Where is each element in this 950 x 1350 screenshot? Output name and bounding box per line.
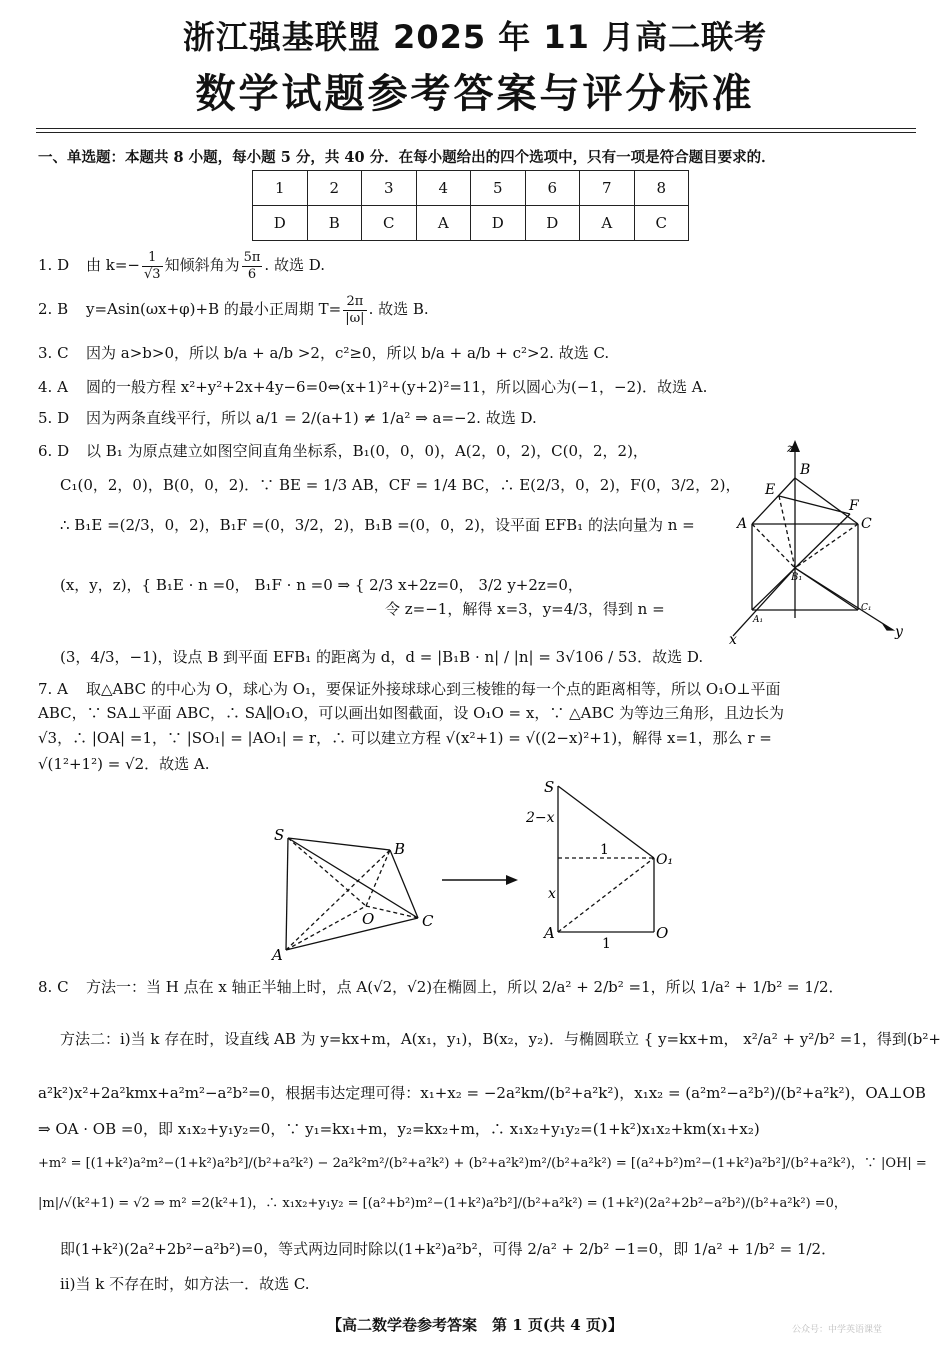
solution-4 (38, 378, 707, 396)
section-heading: 一、单选题：本题共 8 小题，每小题 5 分，共 40 分．在每小题给出的四个选项中，只有一项是符合题目要求的． (38, 149, 776, 166)
solution-6-line-4a: (x，y，z)，{ B₁E · n =0， B₁F · n =0 ⇒ { 2/3 x+2z=0， 3/2 y+2z=0， (60, 576, 583, 594)
edge-AO1 (558, 858, 654, 932)
table-cell: 6 (525, 171, 580, 206)
question-number: 1. D (38, 256, 70, 275)
solution-text: . 故选 D. (264, 256, 325, 275)
solution-6-line-2: C₁(0，2，0)，B(0，0，2)．∵ BE = 1/3 AB，CF = 1/4 BC，∴ E(2/3，0，2)，F(0，3/2，2)， (60, 476, 741, 494)
solution-8-line-3: a²k²)x²+2a²kmx+a²m²−a²b²=0，根据韦达定理可得：x₁+x₂ = −2a²km/(b²+a²k²)，x₁x₂ = (a²m²−a²b²)/(b²+a²k²)，OA⊥OB (38, 1084, 926, 1102)
solution-text: 因为 a>b>0，所以 b/a + a/b >2，c²≥0，所以 b/a + a/b + c²>2. 故选 C. (86, 344, 610, 362)
answer-table-numbers-row (253, 171, 689, 206)
solution-8-line-8: ⅱ)当 k 不存在时，如方法一．故选 C. (60, 1275, 310, 1293)
edge-B1F (795, 514, 850, 568)
table-cell: 8 (634, 171, 689, 206)
solution-6-line-4b: 令 z=−1，解得 x=3，y=4/3，得到 n = (385, 600, 665, 618)
edge-EB1 (779, 496, 795, 568)
table-cell: 3 (362, 171, 417, 206)
document-title: 数学试题参考答案与评分标准 (195, 71, 755, 117)
solution-8-line-7: 即(1+k²)(2a²+2b²−a²b²)=0，等式两边同时除以(1+k²)a²b²，可得 2/a² + 2/b² −1=0，即 1/a² + 1/b² = 1/2． (60, 1240, 837, 1258)
label-x: x (729, 632, 737, 648)
solution-7-line-4: √(1²+1²) = √2．故选 A. (38, 755, 210, 773)
table-cell: D (525, 206, 580, 241)
edge-OB (366, 850, 390, 906)
label-1-top: 1 (600, 842, 609, 858)
title-divider-2 (36, 132, 916, 133)
transform-arrow (440, 870, 524, 890)
table-cell: C (362, 206, 417, 241)
numerator: 2π (343, 294, 366, 311)
label-A: A (737, 516, 748, 532)
title-divider (36, 128, 916, 129)
table-cell: A (416, 206, 471, 241)
solution-1 (38, 250, 325, 282)
edge-AB1 (752, 524, 795, 568)
edge-AC (286, 918, 418, 950)
solution-text: 方法一：当 H 点在 x 轴正半轴上时，点 A(√2，√2)在椭圆上，所以 2/a² + 2/b² =1，所以 1/a² + 1/b² = 1/2． (86, 978, 844, 996)
table-cell: 5 (471, 171, 526, 206)
solution-7-line-2: ABC，∵ SA⊥平面 ABC，∴ SA∥O₁O，可以画出如图截面，设 O₁O = x，∵ △ABC 为等边三角形，且边长为 (38, 704, 785, 722)
label-B: B (800, 462, 811, 478)
question-number: 6. D (38, 442, 70, 460)
edge-BC (390, 850, 418, 918)
question-number: 5. D (38, 409, 70, 427)
page-footer: 【高二数学卷参考答案 第 1 页(共 4 页)】 (327, 1316, 623, 1334)
prism-figure (715, 438, 915, 650)
table-cell: 2 (307, 171, 362, 206)
label-S: S (544, 778, 555, 796)
table-cell: D (471, 206, 526, 241)
section-figure (520, 776, 690, 956)
answer-table (252, 170, 689, 241)
solution-5 (38, 409, 537, 427)
solution-text: 取△ABC 的中心为 O，球心为 O₁，要保证外接球球心到三棱锥的每一个点的距离相等，所以 O₁O⊥平面 (86, 680, 781, 698)
solution-7-line-3: √3，∴ |OA| =1，∵ |SO₁| = |AO₁| = r，∴ 可以建立方程 √(x²+1) = √((2−x)²+1)，解得 x=1，那么 r = (38, 729, 772, 747)
solution-8-line-1 (38, 978, 844, 996)
label-F: F (849, 498, 859, 514)
label-A: A (272, 946, 283, 964)
question-number: 3. C (38, 344, 69, 362)
edge-A1B1 (752, 568, 795, 610)
label-E: E (765, 482, 776, 498)
label-1-bottom: 1 (602, 936, 611, 952)
solution-2 (38, 294, 429, 326)
table-cell: 1 (253, 171, 308, 206)
label-O1: O₁ (656, 852, 674, 868)
question-number: 4. A (38, 378, 68, 396)
solution-8-line-4: ⇒ OA · OB =0，即 x₁x₂+y₁y₂=0，∵ y₁=kx₁+m，y₂=kx₂+m，∴ x₁x₂+y₁y₂=(1+k²)x₁x₂+km(x₁+x₂) (38, 1120, 760, 1138)
question-number: 8. C (38, 978, 69, 996)
table-cell: C (634, 206, 689, 241)
numerator: 1 (142, 250, 163, 267)
fraction (242, 250, 263, 282)
edge-AB (286, 850, 390, 950)
solution-text: 因为两条直线平行，所以 a/1 = 2/(a+1) ≠ 1/a² ⇒ a=−2. 故选 D. (86, 409, 537, 427)
edge-SO (288, 838, 366, 906)
fraction (142, 250, 163, 282)
solution-6-line-3: ∴ B₁E =(2/3，0，2)，B₁F =(0，3/2，2)，B₁B =(0，0，2)，设平面 EFB₁ 的法向量为 n = (60, 516, 695, 534)
edge-SA (286, 838, 288, 950)
denominator: 6 (247, 266, 257, 282)
answer-table-answers-row (253, 206, 689, 241)
label-x: x (548, 886, 556, 902)
solution-7-line-1 (38, 680, 781, 698)
label-A1: A₁ (753, 615, 764, 625)
solution-8-line-2: 方法二：ⅰ)当 k 存在时，设直线 AB 为 y=kx+m，A(x₁，y₁)，B(x₂，y₂)．与椭圆联立 { y=kx+m， x²/a² + y²/b² =1，得到(b²+ (60, 1030, 941, 1048)
solution-6-line-1 (38, 442, 648, 460)
label-O: O (656, 924, 669, 942)
edge-SB (288, 838, 390, 850)
question-number: 2. B (38, 300, 69, 319)
label-z: z (787, 441, 794, 455)
table-cell: 7 (580, 171, 635, 206)
pyramid-figure (268, 822, 448, 964)
table-cell: D (253, 206, 308, 241)
denominator: |ω| (345, 310, 365, 326)
solution-text: 知倾斜角为 (164, 256, 240, 275)
question-number: 7. A (38, 680, 68, 698)
label-B1: B₁ (791, 572, 803, 583)
label-y: y (895, 624, 903, 640)
solution-text: . 故选 B. (368, 300, 429, 319)
table-cell: 4 (416, 171, 471, 206)
label-2-minus-x: 2−x (526, 810, 555, 826)
watermark: 公众号：中学英语课堂 (792, 1325, 883, 1335)
solution-6-line-5: (3，4/3，−1)，设点 B 到平面 EFB₁ 的距离为 d，d = |B₁B · n| / |n| = 3√106 / 53．故选 D. (60, 648, 704, 666)
edge-AO (286, 906, 366, 950)
numerator: 5π (243, 250, 261, 265)
label-B: B (394, 840, 406, 858)
solution-8-line-6: |m|/√(k²+1) = √2 ⇒ m² =2(k²+1)，∴ x₁x₂+y₁y₂ = [(a²+b²)m²−(1+k²)a²b²]/(b²+a²k²) = (1+k²)(2a²+2b²−a²b²)/(b²+a²k²) =0， (38, 1196, 847, 1211)
solution-text: 圆的一般方程 x²+y²+2x+4y−6=0⇔(x+1)²+(y+2)²=11，所以圆心为(−1，−2)．故选 A. (86, 378, 708, 396)
table-cell: A (580, 206, 635, 241)
label-O: O (362, 910, 375, 928)
label-C1: C₁ (861, 603, 872, 613)
label-C: C (861, 516, 872, 532)
edge-EF (779, 496, 850, 514)
label-A: A (544, 924, 555, 942)
exam-title: 浙江强基联盟 2025 年 11 月高二联考 (182, 18, 768, 56)
label-C: C (422, 912, 434, 930)
solution-3 (38, 344, 609, 362)
table-cell: B (307, 206, 362, 241)
y-axis-arrow (883, 624, 893, 630)
solution-8-line-5: +m² = [(1+k²)a²m²−(1+k²)a²b²]/(b²+a²k²) − 2a²k²m²/(b²+a²k²) + (b²+a²k²)m²/(b²+a²k²) = [(a²+b²)m²−(1+k²)a²b²]/(b²+a²k²)，∵ |OH| = (38, 1156, 927, 1171)
solution-text: 以 B₁ 为原点建立如图空间直角坐标系，B₁(0，0，0)，A(2，0，2)，C(0，2，2)， (86, 442, 648, 460)
denominator: √3 (144, 266, 161, 282)
edge-C1B1 (795, 568, 858, 610)
edge-CB1 (795, 524, 858, 568)
solution-text: 由 k=− (86, 256, 140, 275)
solution-text: y=Asin(ωx+φ)+B 的最小正周期 T= (86, 300, 342, 319)
x-axis (733, 568, 795, 636)
fraction (343, 294, 366, 326)
label-S: S (274, 826, 285, 844)
